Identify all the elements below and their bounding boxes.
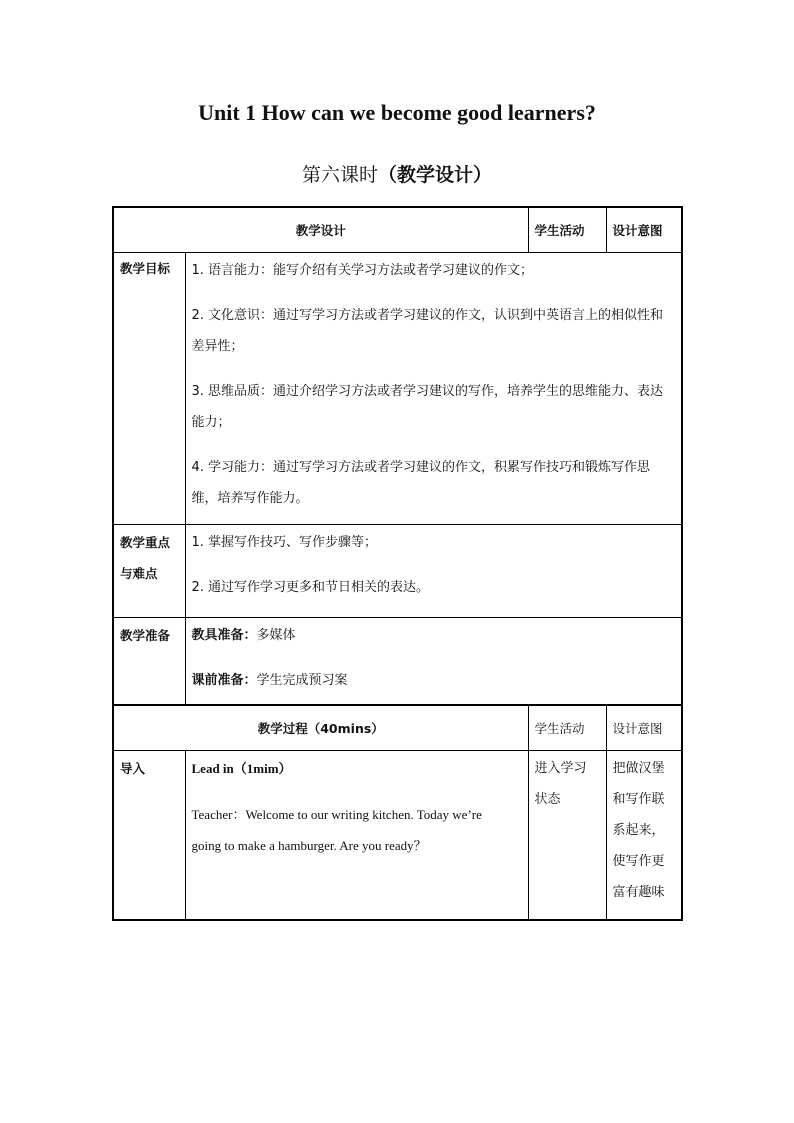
keypoints-row — [113, 525, 682, 618]
goals-label: 教学目标 — [113, 253, 185, 525]
lead-in-title: Lead in（1mim） — [191, 761, 292, 776]
intro-intent: 把做汉堡 和写作联 系起来， 使写作更 富有趣味 — [606, 751, 682, 921]
prep-row — [113, 618, 682, 706]
keypoint-item: 2. 通过写作学习更多和节日相关的表达。 — [191, 580, 430, 595]
goal-item: 4. 学习能力：通过写学习方法或者学习建议的作文，积累写作技巧和锻炼写作思维，培养写作能力。 — [191, 460, 651, 506]
teacher-line: Teacher：Welcome to our writing kitchen. Today we’re — [191, 807, 482, 822]
process-header-row — [113, 705, 682, 751]
subtitle-prefix: 第六课时 — [301, 164, 378, 186]
subtitle-bold: （教学设计） — [378, 164, 493, 186]
goal-item: 2. 文化意识：通过写学习方法或者学习建议的作文，认识到中英语言上的相似性和差异性； — [191, 308, 664, 354]
teacher-line: going to make a hamburger. Are you ready？ — [191, 838, 427, 853]
intro-row — [113, 751, 682, 921]
header-intent: 设计意图 — [606, 207, 682, 253]
document-subtitle — [0, 160, 794, 187]
process-header-activity: 学生活动 — [528, 705, 606, 751]
goal-item: 1. 语言能力：能写介绍有关学习方法或者学习建议的作文； — [191, 263, 534, 278]
intro-label: 导入 — [113, 751, 185, 921]
prep-tools: 教具准备：多媒体 — [191, 628, 296, 643]
process-header-design: 教学过程（40mins） — [113, 705, 528, 751]
process-header-intent: 设计意图 — [606, 705, 682, 751]
goal-item: 3. 思维品质：通过介绍学习方法或者学习建议的写作，培养学生的思维能力、表达能力； — [191, 384, 664, 430]
prep-pre: 课前准备：学生完成预习案 — [191, 673, 348, 688]
intro-content — [185, 751, 528, 921]
keypoints-label: 教学重点 与难点 — [113, 525, 185, 618]
document-title: Unit 1 How can we become good learners? — [198, 100, 596, 125]
lesson-plan-table — [112, 206, 683, 921]
table-header-row — [113, 207, 682, 253]
header-design: 教学设计 — [113, 207, 528, 253]
intro-activity: 进入学习 状态 — [528, 751, 606, 921]
goals-row — [113, 253, 682, 525]
goals-content — [185, 253, 682, 525]
keypoints-content — [185, 525, 682, 618]
keypoint-item: 1. 掌握写作技巧、写作步骤等； — [191, 535, 378, 550]
prep-label: 教学准备 — [113, 618, 185, 706]
prep-content — [185, 618, 682, 706]
header-activity: 学生活动 — [528, 207, 606, 253]
